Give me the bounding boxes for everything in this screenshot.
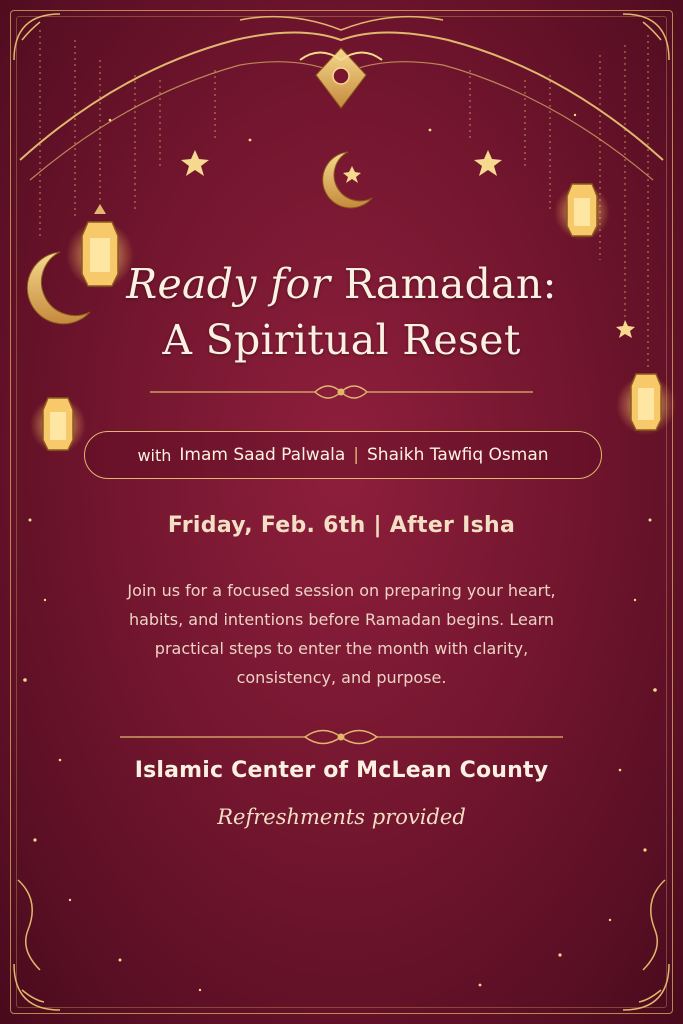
refreshments-note: Refreshments provided [217, 805, 466, 829]
lantern-icon [30, 397, 86, 453]
lantern-icon [616, 374, 676, 435]
corner-ornament [14, 14, 669, 1010]
event-description: Join us for a focused session on preparing your heart, habits, and intentions before Ramadan begins. Learn practical steps to enter the month with clarity, consistency, and purpose. [127, 581, 556, 687]
ornament-divider-icon [150, 386, 533, 398]
event-title-line2: A Spiritual Reset [162, 316, 521, 364]
speakers-banner [84, 431, 602, 479]
title-italic-part: Ready for [126, 260, 331, 308]
event-title [0, 256, 683, 368]
speakers-prefix: with [137, 445, 172, 465]
event-venue: Islamic Center of McLean County [134, 758, 549, 783]
event-datetime: Friday, Feb. 6th | After Isha [167, 513, 516, 538]
event-title-line1 [0, 256, 683, 312]
speaker-name: Imam Saad Palwala [179, 445, 346, 465]
title-main-part: Ramadan: [343, 260, 557, 308]
ornament-divider-icon [120, 731, 563, 744]
lantern-icon [554, 184, 610, 240]
top-medallion-icon [300, 48, 382, 108]
speakers-separator: | [353, 445, 360, 465]
speaker-name: Shaikh Tawfiq Osman [367, 445, 549, 465]
